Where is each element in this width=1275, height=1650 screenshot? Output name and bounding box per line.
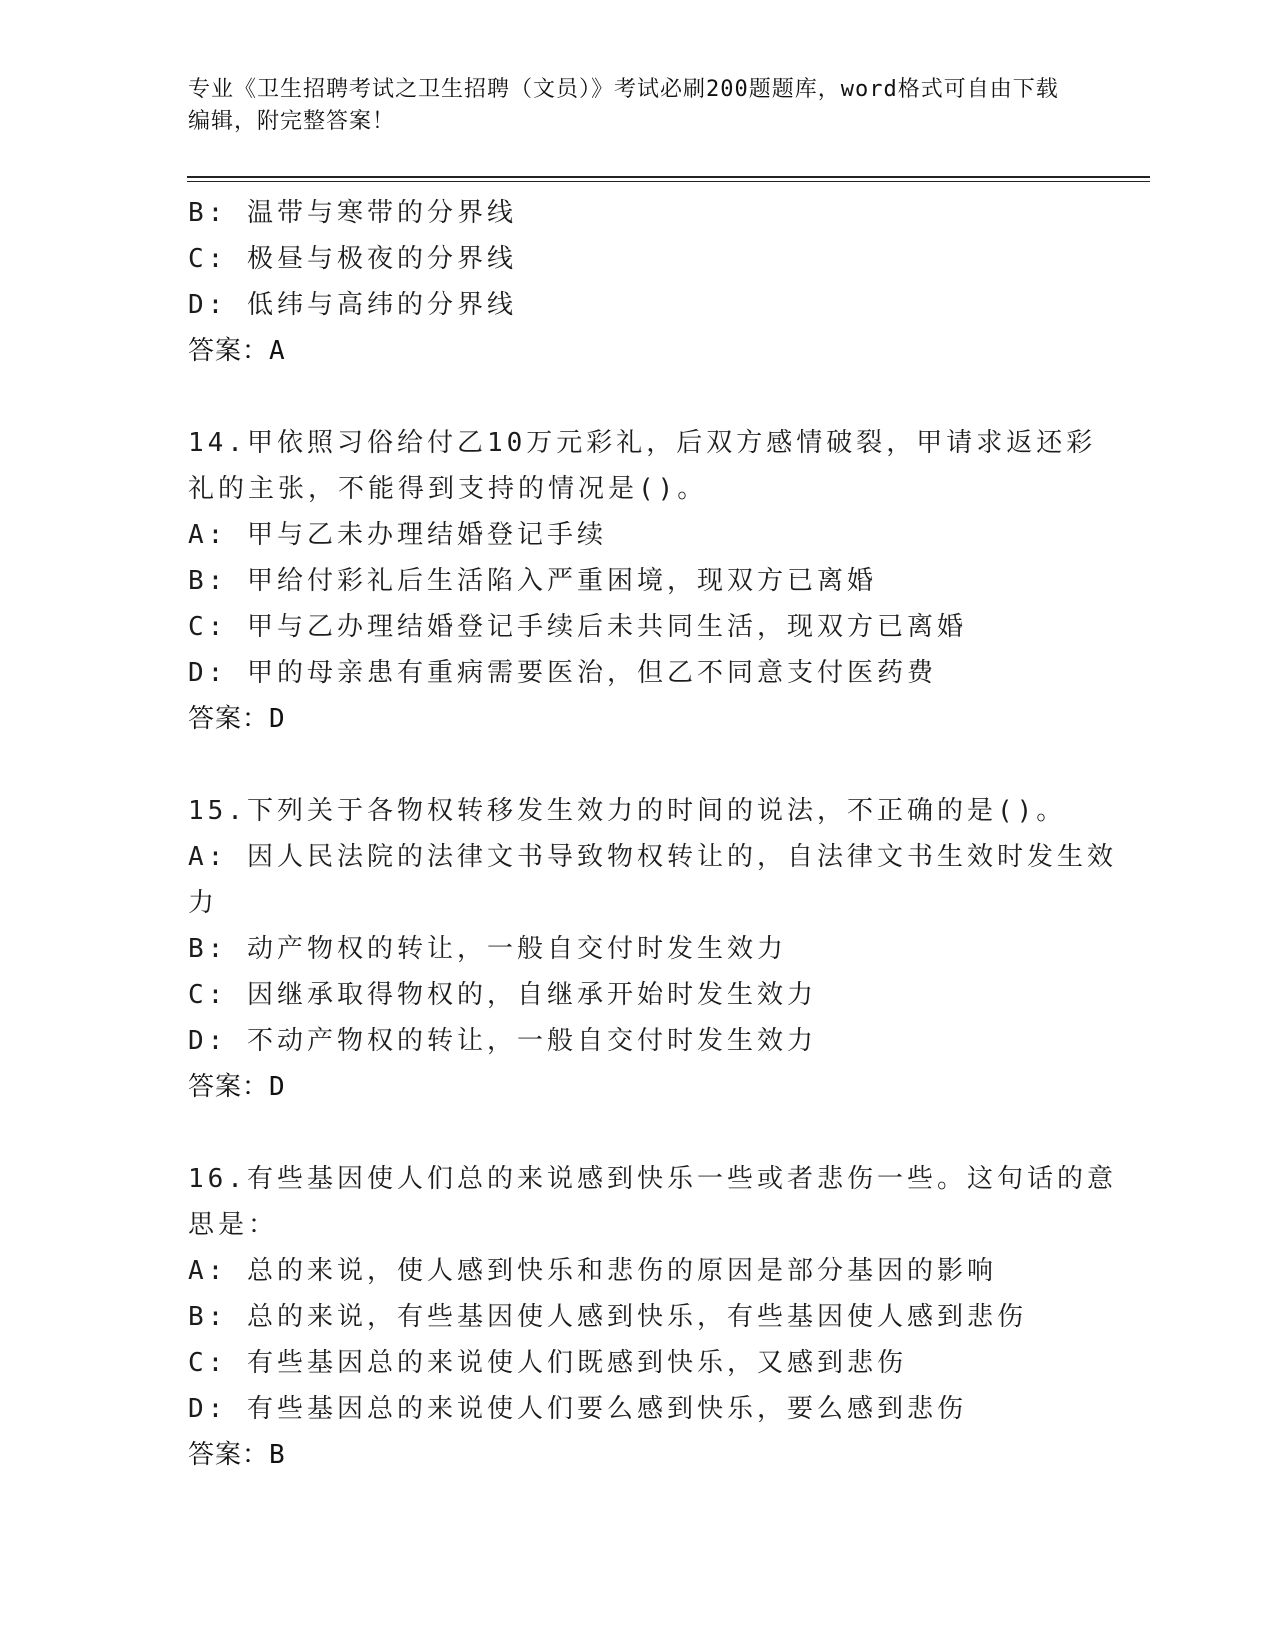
header-rule-thin <box>187 181 1150 182</box>
option-a-continued: 力 <box>188 888 219 918</box>
question-14 <box>188 420 1097 742</box>
option-c: C: 有些基因总的来说使人们既感到快乐，又感到悲伤 <box>188 1348 907 1378</box>
option-b: B: 总的来说，有些基因使人感到快乐，有些基因使人感到悲伤 <box>188 1302 1027 1332</box>
answer-line: 答案：D <box>188 704 286 734</box>
option-a: A: 总的来说，使人感到快乐和悲伤的原因是部分基因的影响 <box>188 1256 997 1286</box>
header-rule-thick <box>187 176 1150 178</box>
question-stem: 14.甲依照习俗给付乙10万元彩礼，后双方感情破裂，甲请求返还彩 <box>188 428 1097 458</box>
option-d: D: 甲的母亲患有重病需要医治，但乙不同意支付医药费 <box>188 658 937 688</box>
question-stem-continued: 思是： <box>188 1210 279 1240</box>
question-stem-continued: 礼的主张，不能得到支持的情况是()。 <box>188 474 708 504</box>
previous-question-tail <box>188 190 1088 374</box>
option-d: D: 低纬与高纬的分界线 <box>188 290 517 320</box>
option-b: B: 甲给付彩礼后生活陷入严重困境，现双方已离婚 <box>188 566 877 596</box>
option-c: C: 极昼与极夜的分界线 <box>188 244 517 274</box>
option-a: A: 因人民法院的法律文书导致物权转让的，自法律文书生效时发生效 <box>188 842 1117 872</box>
option-b: B: 动产物权的转让，一般自交付时发生效力 <box>188 934 787 964</box>
answer-line: 答案：D <box>188 1072 286 1102</box>
question-15 <box>188 788 1117 1110</box>
question-stem: 15.下列关于各物权转移发生效力的时间的说法，不正确的是()。 <box>188 796 1067 826</box>
answer-line: 答案：A <box>188 336 286 366</box>
option-a: A: 甲与乙未办理结婚登记手续 <box>188 520 607 550</box>
option-b: B: 温带与寒带的分界线 <box>188 198 517 228</box>
option-d: D: 不动产物权的转让，一般自交付时发生效力 <box>188 1026 817 1056</box>
option-c: C: 因继承取得物权的，自继承开始时发生效力 <box>188 980 817 1010</box>
option-c: C: 甲与乙办理结婚登记手续后未共同生活，现双方已离婚 <box>188 612 967 642</box>
question-16 <box>188 1156 1117 1478</box>
answer-line: 答案：B <box>188 1440 286 1470</box>
document-body <box>188 190 1117 1478</box>
question-stem: 16.有些基因使人们总的来说感到快乐一些或者悲伤一些。这句话的意 <box>188 1164 1117 1194</box>
document-header: 专业《卫生招聘考试之卫生招聘（文员）》考试必刷200题题库，word格式可自由下载编辑，附完整答案！ <box>188 77 1059 134</box>
option-d: D: 有些基因总的来说使人们要么感到快乐，要么感到悲伤 <box>188 1394 967 1424</box>
